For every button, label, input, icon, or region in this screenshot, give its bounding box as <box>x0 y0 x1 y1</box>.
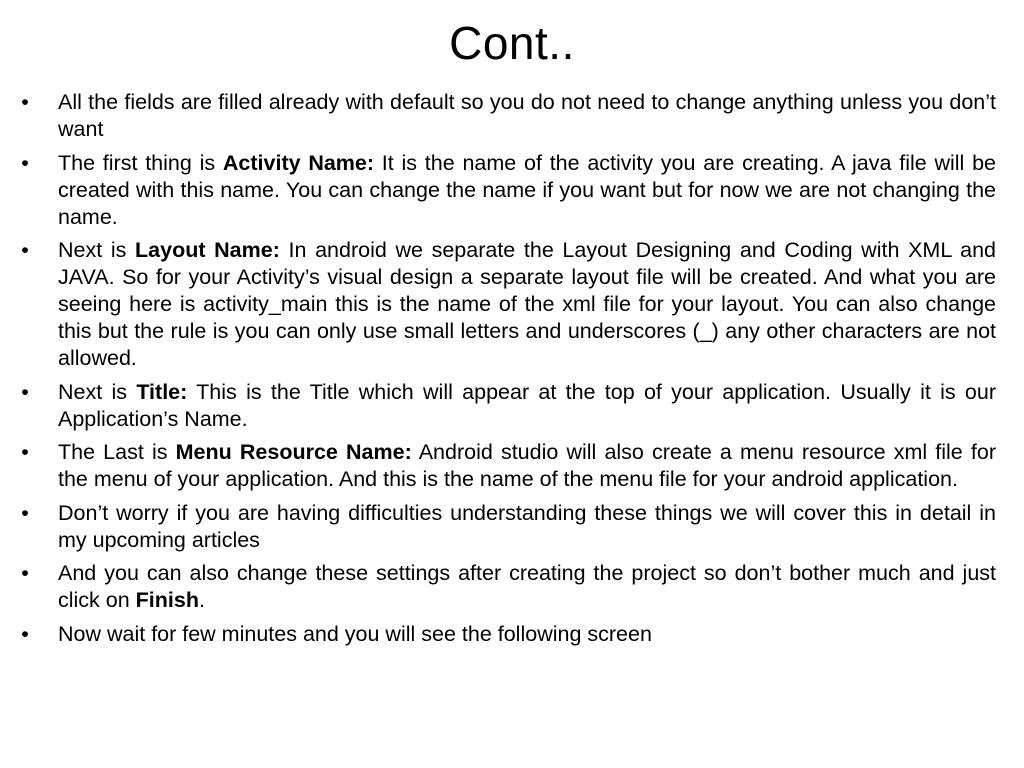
bullet-item-change-settings <box>21 560 996 614</box>
bullet-item-layout-name <box>21 237 996 372</box>
bullet-list <box>21 89 997 654</box>
bullet-marker: • <box>21 150 29 175</box>
bullet-text-post: It is the name of the activity you are creating. A java file will be created with this name. You can change the name if you want but for now we are not changing the name. <box>58 150 997 229</box>
bullet-text-pre: The first thing is <box>58 150 223 175</box>
bullet-text-pre: Next is <box>58 238 136 262</box>
bullet-text: All the fields are filled already with default so you do not need to change anything unless you don’t want <box>58 90 996 141</box>
bullet-item-default-fields <box>21 89 996 143</box>
bullet-text: Now wait for few minutes and you will see the following screen <box>58 621 652 646</box>
bullet-text-pre: The Last is <box>58 440 176 464</box>
bullet-marker: • <box>21 500 29 525</box>
bullet-term-activity-name: Activity Name: <box>222 150 375 175</box>
slide-title: Cont.. <box>449 17 575 69</box>
bullet-marker: • <box>21 238 29 262</box>
bullet-term-title: Title: <box>136 379 188 404</box>
bullet-item-dont-worry <box>21 500 996 554</box>
bullet-marker: • <box>21 561 29 585</box>
bullet-marker: • <box>21 379 29 404</box>
bullet-item-wait <box>21 621 996 648</box>
bullet-item-activity-name <box>21 150 997 231</box>
bullet-text-post: In android we separate the Layout Designing and Coding with XML and JAVA. So for your Activity’s visual design a separate layout file will be created. And what you are seeing here is activity_main this is the name of the xml file for your layout. You can also change this but the rule is you can only use small letters and underscores (_) any other characters are not allowed. <box>58 238 996 370</box>
bullet-term-menu-resource-name: Menu Resource Name: <box>175 440 412 464</box>
bullet-text-post: Android studio will also create a menu resource xml file for the menu of your application. And this is the name of the menu file for your android application. <box>58 440 996 491</box>
bullet-text-pre: Next is <box>58 379 137 404</box>
bullet-marker: • <box>21 90 29 114</box>
bullet-item-menu-resource-name <box>21 439 996 493</box>
bullet-term-finish: Finish <box>135 588 199 612</box>
bullet-marker: • <box>21 621 29 646</box>
bullet-text-post: This is the Title which will appear at the top of your application. Usually it is our Application’s Name. <box>58 379 997 431</box>
bullet-marker: • <box>21 440 29 464</box>
bullet-text: Don’t worry if you are having difficulties understanding these things we will cover this in detail in my upcoming articles <box>58 500 996 552</box>
bullet-term-layout-name: Layout Name: <box>135 238 280 262</box>
bullet-text-post: . <box>198 588 205 612</box>
bullet-text-pre: And you can also change these settings after creating the project so don’t bother much and just click on <box>58 561 996 612</box>
bullet-item-title <box>21 379 997 433</box>
